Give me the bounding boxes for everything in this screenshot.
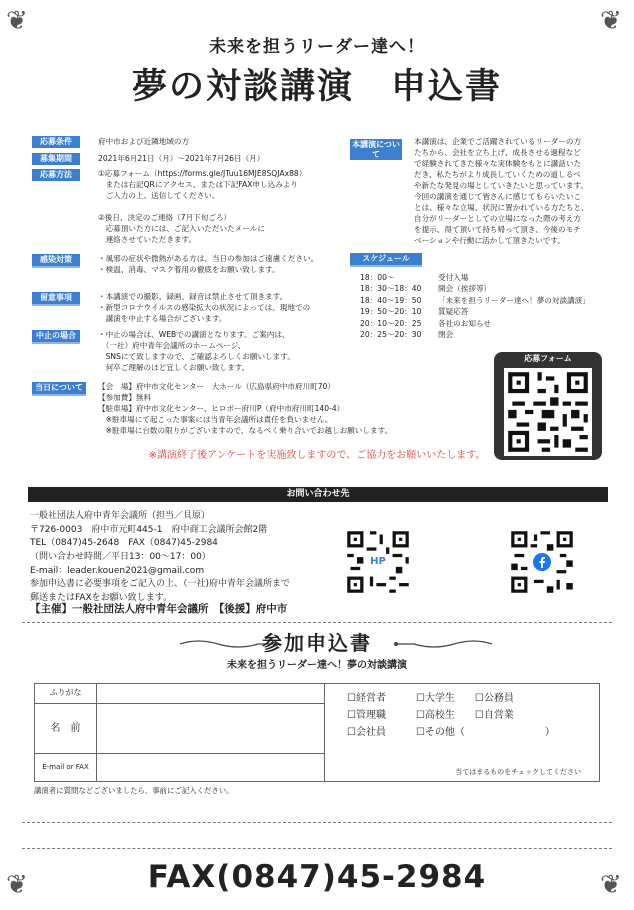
attribute-checkbox-group[interactable]	[325, 684, 600, 782]
application-form-subtitle: 未来を担うリーダー達へ！夢の対談講演	[227, 660, 407, 671]
name-field[interactable]	[97, 704, 325, 754]
schedule-row	[360, 329, 590, 340]
header-subtitle: 未来を担うリーダー達へ！	[209, 37, 425, 57]
schedule-event: 開会（挨拶等）	[438, 284, 492, 294]
notes-text: ・本講演での撮影、録画、録音は禁止させて頂きます。 ・新型コロナウイルスの感染拡大の状況によっては、現地での 講演を中止する場合がございます。	[98, 292, 311, 323]
furigana-label: ふりがな	[35, 684, 97, 704]
on-the-day-text: 【会 場】府中市文化センター 大ホール（広島県府中市府川町70） 【参加費】無料 【駐車場】府中市文化センター、ヒロボー府川P（府中市府川町140-4） ※駐車場にて起こった事案には当青年会議所は責任を負いません。 ※駐車場に台数の限りがございますので、なるべく乗り合いでお越しお願いします。	[98, 382, 393, 435]
application-form-title: 参加申込書	[262, 631, 372, 655]
label-infection-measures: 感染対策	[32, 254, 80, 268]
schedule-row	[360, 295, 590, 306]
label-notes: 留意事項	[32, 292, 80, 306]
email-fax-label: E-mail or FAX	[35, 754, 97, 782]
schedule-row	[360, 272, 590, 283]
question-line-1[interactable]	[22, 822, 612, 823]
hp-qr-badge: HP	[368, 554, 388, 570]
application-period-text: 2021年6月21日（月）～2021年7月26日（月）	[98, 154, 265, 163]
schedule-time: 18：40～19：50	[360, 295, 422, 305]
label-schedule: スケジュール	[350, 253, 422, 267]
page-title: 夢の対談講演 申込書	[131, 67, 502, 107]
schedule-time: 20：10～20：25	[360, 318, 422, 328]
application-form-table	[34, 683, 600, 782]
schedule-event: 各社のお知らせ	[438, 318, 491, 328]
checkbox-row-2[interactable]: ☐管理職 ☐高校生 ☐自営業	[347, 710, 514, 721]
inquiry-text: 一般社団法人府中青年会議所（担当／貝原） 〒726-0003 府中市元町445-1 府中商工会議所会館2階 TEL（0847)45-2648 FAX（0847)45-2984 （問い合わせ時間／平日13：00～17：00） E-mail：leader.kouen2021@gmail.com 参加申込書に必要事項をご記入の上、（一社)府中青年会議所まで 郵送またはFAXをお願い致します。	[30, 511, 291, 604]
schedule-row	[360, 283, 590, 294]
hp-qr-code[interactable]	[344, 528, 412, 596]
schedule-list	[360, 272, 590, 340]
schedule-event: 「未来を担うリーダー達へ！夢の対談講演」	[438, 295, 590, 305]
fax-number: FAX(0847)45-2984	[147, 859, 487, 895]
application-conditions-text: 府中市および近隣地域の方	[98, 137, 190, 146]
question-line-2[interactable]	[22, 848, 612, 849]
cut-line	[22, 622, 612, 623]
checkbox-row-1[interactable]: ☐経営者 ☐大学生 ☐公務員	[347, 693, 514, 704]
corner-ornament-bottom-right: ❦	[600, 870, 622, 900]
schedule-time: 20：25～20：30	[360, 329, 422, 339]
lecture-text: 本講演は、企業でご活躍されているリーダーの方 たちから、会社を立ち上げ、成長させる過程など で経験されてきた様々な実体験をもとに講話いた だき、私たちがより成長していくための道しるべ や新たな発見の場としていきたいと思っています。 今回の講演を通じて皆さんに感じてもらいたいこ とは、様々な立場、状況に置かれている方たちと、 自分がリーダーとしての立場になった際の考え方 を提示、得て頂いて持ち帰って頂き、今後のモチ ベーションや行動に活かして頂きたいです。	[414, 137, 589, 245]
furigana-field[interactable]	[97, 684, 325, 704]
schedule-event: 質疑応答	[438, 307, 469, 317]
facebook-qr-code[interactable]	[508, 528, 576, 596]
label-cancellation: 中止の場合	[32, 330, 80, 344]
label-application-period: 募集期間	[32, 153, 80, 165]
schedule-time: 18：30～18：40	[360, 284, 422, 294]
schedule-time: 19：50～20：10	[360, 307, 422, 317]
name-label: 名 前	[35, 704, 97, 754]
schedule-event: 受付入場	[438, 273, 469, 282]
label-lecture: 本講演について	[350, 139, 402, 160]
schedule-time: 18：00～	[360, 273, 395, 282]
label-application-method: 応募方法	[32, 169, 80, 181]
schedule-row	[360, 306, 590, 317]
application-form-qr-label: 応募フォーム	[524, 354, 572, 363]
application-form-qr-box[interactable]	[494, 352, 602, 460]
checkbox-note: 当てはまるものをチェックしてください	[455, 767, 581, 776]
qr-code-icon	[504, 368, 592, 456]
corner-ornament-top-right: ❦	[600, 6, 622, 36]
email-fax-field[interactable]	[97, 754, 325, 782]
sponsor-line: 【主催】一般社団法人府中青年会議所 【後援】府中市	[30, 603, 288, 615]
infection-measures-text: ・風邪の症状や微熱がある方は、当日の参加はご遠慮ください。 ・検温、消毒、マスク着用の徹底をお願い致します。	[98, 254, 319, 274]
inquiry-header: お問い合わせ先	[28, 487, 608, 502]
schedule-event: 閉会	[438, 329, 454, 339]
cancellation-text: ・中止の場合は、WEBでの講演となります。ご案内は、 （一社）府中青年会議所のホームページ、 SNSにて致しますので、ご確認よろしくお願いします。 何卒ご理解のほど宜しくお願い致します。	[98, 330, 295, 372]
label-application-conditions: 応募条件	[32, 136, 80, 148]
checkbox-row-3[interactable]: ☐会社員 ☐その他（ ）	[347, 727, 555, 738]
application-method-text: ①応募フォーム（https://forms.gle/JTuu16MJE8SQJAx88） または右記QRにアクセス、または下記FAX申し込みより ご入力の上、送信してください。 ②後日、決定のご連絡（7月下旬ごろ） 応募頂いた方には、ご記入いただいたメールに 連絡させていただきます。	[98, 169, 307, 244]
schedule-row	[360, 318, 590, 329]
corner-ornament-top-left: ❦	[6, 6, 28, 36]
corner-ornament-bottom-left: ❦	[6, 870, 28, 900]
facebook-icon	[533, 553, 551, 571]
survey-notice: ※講演終了後アンケートを実施致しますので、ご協力をお願いいたします。	[148, 450, 486, 461]
question-note: 講演者に質問などございましたら、事前にご記入ください。	[34, 786, 234, 795]
label-on-the-day: 当日について	[32, 382, 86, 396]
